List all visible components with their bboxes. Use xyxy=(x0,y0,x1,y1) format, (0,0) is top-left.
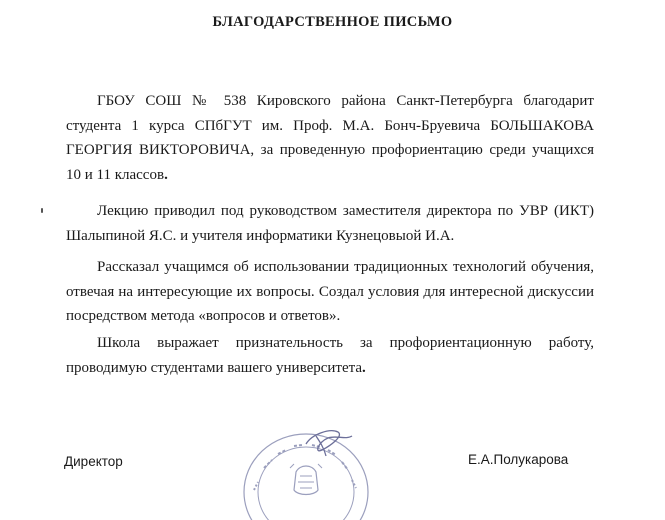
paragraph-lecture: Лекцию приводил под руководством заместителя директора по УВР (ИКТ) Шалыпиной Я.С. и учителя информатики Кузнецовыой И.А. xyxy=(66,203,594,244)
paragraph-gratitude xyxy=(66,89,594,187)
scan-speck xyxy=(41,208,43,213)
paragraph-appreciation xyxy=(66,331,594,380)
director-name: Е.А.Полукарова xyxy=(468,452,569,467)
paragraph-gratitude-end-mark: . xyxy=(164,166,168,183)
stamp-emblem xyxy=(294,466,318,495)
official-stamp-icon xyxy=(234,420,374,520)
letter-title: БЛАГОДАРСТВЕННОЕ ПИСЬМО xyxy=(212,14,453,30)
paragraph-appreciation-text: Школа выражает признательность за профориентационную работу, проводимую студентами вашего университета xyxy=(66,335,594,376)
paragraph-discussion: Рассказал учащимся об использовании традиционных технологий обучения, отвечая на интересующие их вопросы. Создал условия для интересной дискуссии посредством метода «вопросов и ответов». xyxy=(66,259,594,324)
paragraph-gratitude-text: ГБОУ СОШ № 538 Кировского района Санкт-Петербурга благодарит студента 1 курса СПбГУТ им. Проф. М.А. Бонч-Бруевича БОЛЬШАКОВА ГЕОРГИЯ ВИКТОРОВИЧА, за проведенную профориентацию среди учащихся 10 и 11 классов xyxy=(66,93,594,183)
paragraph-appreciation-end-mark: . xyxy=(362,359,366,376)
stamp-inner-ring xyxy=(258,447,354,520)
director-title: Директор xyxy=(64,454,123,469)
